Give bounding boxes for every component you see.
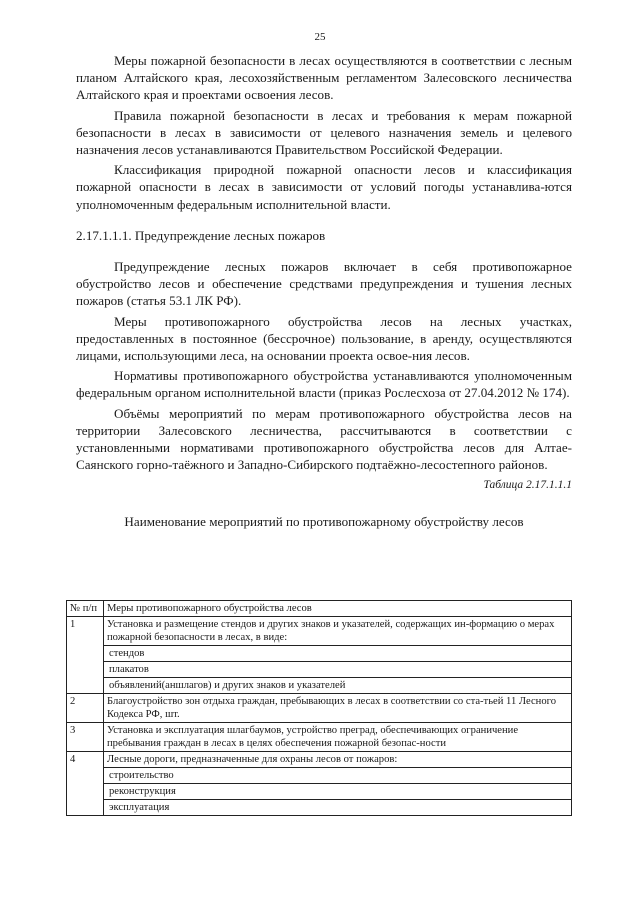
table-row [67, 723, 572, 752]
table-subrow [67, 800, 572, 816]
subrow-text-cell: стендов [104, 646, 572, 662]
row-text-cell: Установка и размещение стендов и других знаков и указателей, содержащих ин-формацию о мерах пожарной безопасности в лесах, в виде: [104, 617, 572, 646]
table-title: Наименование мероприятий по противопожарному обустройству лесов [124, 513, 524, 529]
table-subrow [67, 646, 572, 662]
subrow-text-cell: плакатов [104, 662, 572, 678]
table-subrow [67, 768, 572, 784]
row-text-cell: Лесные дороги, предназначенные для охраны лесов от пожаров: [104, 752, 572, 768]
row-number-cell: 1 [67, 617, 104, 694]
subrow-text-cell: строительство [104, 768, 572, 784]
paragraph: Нормативы противопожарного обустройства устанавливаются уполномоченным федеральным органом исполнительной власти (приказ Рослесхоза от 27.04.2012 № 174). [76, 368, 572, 401]
subrow-text-cell: реконструкция [104, 784, 572, 800]
table-reference: Таблица 2.17.1.1.1 [483, 479, 572, 492]
table-row [67, 752, 572, 768]
row-text-cell: Благоустройство зон отдыха граждан, пребывающих в лесах в соответствии со ста-тьей 11 Лесного Кодекса РФ, шт. [104, 694, 572, 723]
row-number-cell: 4 [67, 752, 104, 816]
document-body [76, 52, 572, 530]
section-heading: 2.17.1.1.1. Предупреждение лесных пожаров [76, 227, 326, 243]
paragraph: Классификация природной пожарной опасности лесов и классификация пожарной опасности в лесах в зависимости от условий погоды устанавлива-ются уполномоченным федеральным исполнительной власти. [76, 162, 572, 212]
subrow-text-cell: объявлений(аншлагов) и других знаков и указателей [104, 678, 572, 694]
subrow-text-cell: эксплуатация [104, 800, 572, 816]
paragraph: Меры противопожарного обустройства лесов на лесных участках, предоставленных в постоянное (бессрочное) пользование, в аренду, осуществляются лицами, использующими леса, на основании проекта освое-ния лесов. [76, 313, 572, 364]
table-subrow [67, 662, 572, 678]
table-subrow [67, 784, 572, 800]
table-subrow [67, 678, 572, 694]
header-num-cell: № п/п [67, 601, 104, 617]
paragraph: Меры пожарной безопасности в лесах осуществляются в соответствии с лесным планом Алтайского края, лесохозяйственным регламентом Залесовского лесничества Алтайского края и проектами освоения лесов. [76, 53, 572, 103]
paragraph: Объёмы мероприятий по мерам противопожарного обустройства лесов на территории Залесовского лесничества, рассчитываются в соответствии с установленными нормативами противопожарного обустройства лесов для Алтае-Саянского горно-таёжного и Западно-Сибирского подтаёжно-лесостепного районов. [76, 405, 572, 473]
page-number: 25 [314, 31, 326, 43]
row-number-cell: 2 [67, 694, 104, 723]
paragraph: Предупреждение лесных пожаров включает в себя противопожарное обустройство лесов и обеспечение средствами предупреждения и тушения лесных пожаров (статья 53.1 ЛК РФ). [76, 259, 572, 309]
row-number-cell: 3 [67, 723, 104, 752]
header-text-cell: Меры противопожарного обустройства лесов [104, 601, 572, 617]
measures-table [66, 600, 572, 816]
paragraph: Правила пожарной безопасности в лесах и требования к мерам пожарной безопасности в лесах в зависимости от целевого назначения земель и целевого назначения лесов устанавливаются Правительством Российской Федерации. [76, 107, 572, 158]
table-row [67, 617, 572, 646]
row-text-cell: Установка и эксплуатация шлагбаумов, устройство преград, обеспечивающих ограничение пребывания граждан в лесах в целях обеспечения пожарной безопас-ности [104, 723, 572, 752]
table-row [67, 694, 572, 723]
table-header-row [67, 601, 572, 617]
